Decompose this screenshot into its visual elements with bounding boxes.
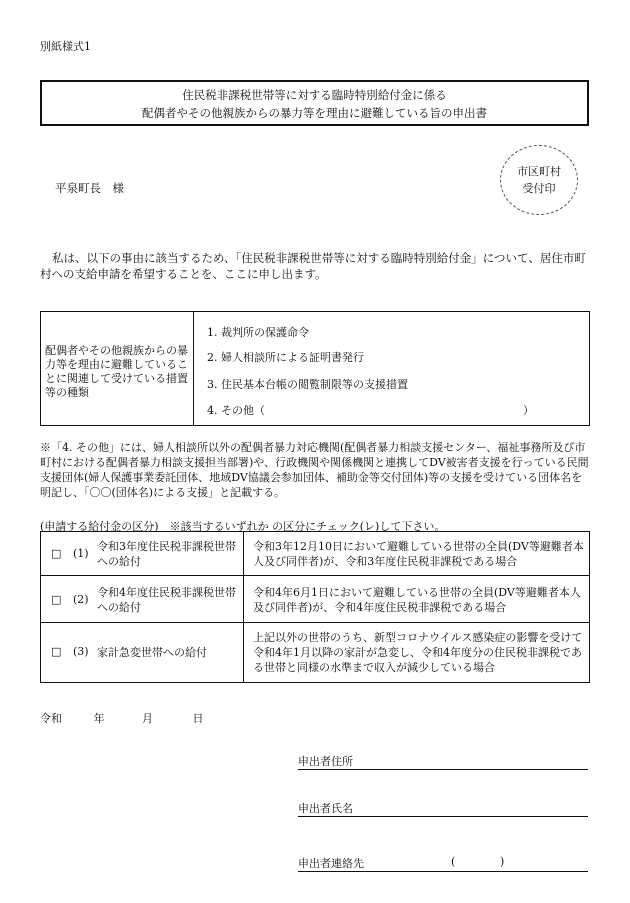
applicant-address-field[interactable] [298, 753, 588, 770]
date-era: 令和 [40, 712, 62, 725]
date-year[interactable]: 年 [93, 712, 105, 725]
other-note: ※「4. その他」には、婦人相談所以外の配偶者暴力対応機関(配偶者暴力相談支援センター、福祉事務所及び市町村における配偶者暴力相談支援担当部署)や、行政機関や関係機関と連携してDV被害者支援を行っている民間支援団体(婦人保護事業委託団体、地域DV協議会参加団体、補助金等交付団体)等の支援を受けている団体名を明記し、「〇〇(団体名)による支援」と記載する。 [40, 441, 589, 499]
measures-label: 配偶者やその他親族からの暴力等を理由に避難していることに関連して受けている措置等の種類 [41, 312, 194, 425]
type-condition: 令和4年6月1日において避難している世帯の全員(DV等避難者本人及び同伴者)が、令和4年度住民税非課税である場合 [253, 586, 581, 614]
contact-close-paren: ) [500, 855, 505, 868]
checkbox-2[interactable]: □ [51, 593, 62, 606]
title-line-2: 配偶者やその他親族からの暴力等を理由に避難している旨の申出書 [142, 106, 487, 120]
measures-table [40, 311, 590, 426]
type-name: 家計急変世帯への給付 [97, 646, 207, 659]
type-name: 令和3年度住民税非課税世帯への給付 [97, 540, 236, 568]
date-month[interactable]: 月 [142, 712, 153, 725]
type-condition: 上記以外の世帯のうち、新型コロナウイルス感染症の影響を受けて令和4年1月以降の家計が急変し、令和4年度分の住民税非課税である世帯と同様の水準まで収入が減少している場合 [253, 631, 583, 674]
stamp-line-1: 市区町村 [517, 165, 561, 178]
measure-option-4[interactable]: 4. その他（ [207, 404, 265, 417]
title-line-1: 住民税非課税世帯等に対する臨時特別給付金に係る [182, 88, 447, 102]
applicant-address-label: 申出者住所 [298, 755, 353, 768]
addressee: 平泉町長 様 [55, 181, 124, 195]
form-number-label: 別紙様式1 [40, 40, 91, 53]
type-number: (3) [73, 645, 89, 658]
measure-option-2[interactable]: 2. 婦人相談所による証明書発行 [207, 351, 364, 364]
benefit-type-table [40, 531, 590, 683]
benefit-type-row-1[interactable] [41, 532, 589, 576]
benefit-type-header: (申請する給付金の区分) ※該当するいずれか の区分にチェック(レ)して下さい。 [40, 520, 446, 533]
measure-option-1[interactable]: 1. 裁判所の保護命令 [207, 326, 309, 339]
applicant-name-label: 申出者氏名 [298, 802, 353, 815]
measure-option-3[interactable]: 3. 住民基本台帳の閲覧制限等の支援措置 [207, 378, 408, 391]
type-number: (1) [73, 547, 89, 560]
checkbox-3[interactable]: □ [51, 645, 62, 658]
benefit-type-cell [41, 532, 244, 575]
applicant-contact-label: 申出者連絡先 [298, 857, 364, 870]
reception-stamp-area [500, 145, 578, 215]
document-title-box [40, 80, 589, 126]
checkbox-1[interactable]: □ [51, 547, 62, 560]
date-line [40, 710, 204, 726]
stamp-line-2: 受付印 [522, 182, 556, 195]
type-name: 令和4年度住民税非課税世帯への給付 [97, 586, 236, 614]
applicant-contact-field[interactable] [298, 855, 588, 872]
benefit-type-cell [41, 623, 244, 682]
benefit-type-row-2[interactable] [41, 576, 589, 623]
date-day[interactable]: 日 [192, 712, 204, 725]
declaration-statement: 私は、以下の事由に該当するため、「住民税非課税世帯等に対する臨時特別給付金」について、居住市町村への支給申請を希望することを、ここに申し出ます。 [40, 251, 586, 281]
contact-open-paren: ( [451, 855, 456, 868]
type-condition: 令和3年12月10日において避難している世帯の全員(DV等避難者本人及び同伴者)が、令和3年度住民税非課税である場合 [253, 540, 584, 568]
benefit-type-row-3[interactable] [41, 623, 589, 682]
applicant-name-field[interactable] [298, 800, 588, 817]
benefit-type-cell [41, 576, 244, 622]
type-number: (2) [73, 593, 89, 606]
measure-other-close-paren: ） [523, 404, 534, 417]
